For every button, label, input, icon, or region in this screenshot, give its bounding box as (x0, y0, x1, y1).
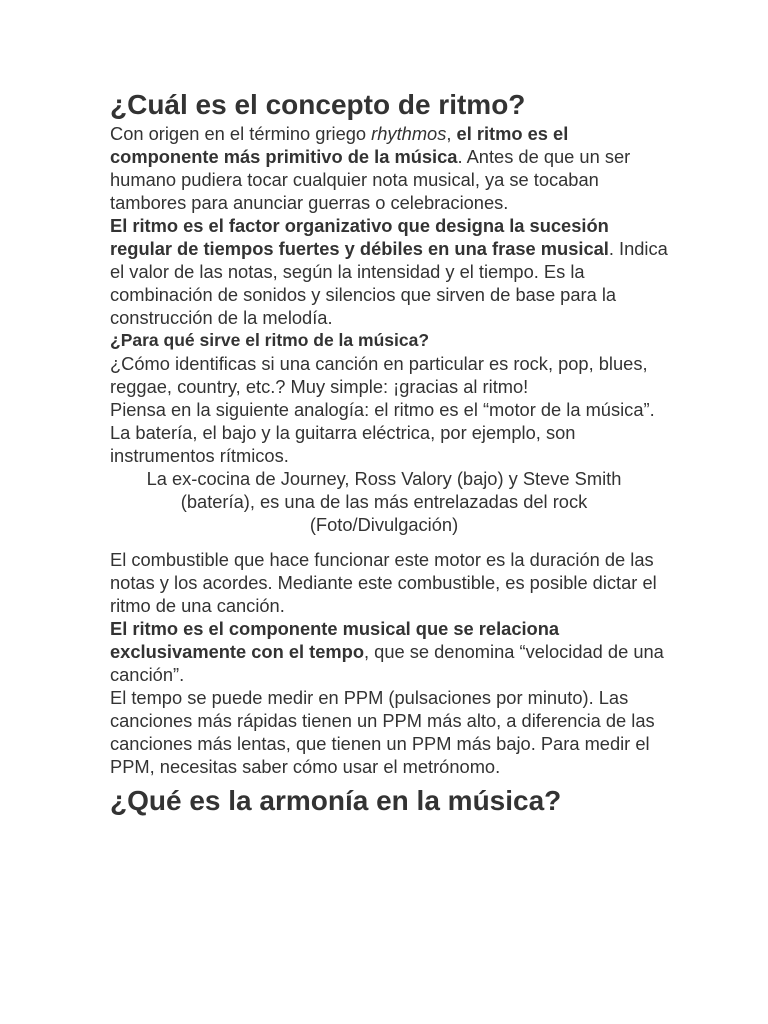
paragraph-factor (110, 214, 670, 329)
bold-phrase: El ritmo es el componente musical que se relaciona exclusivamente con el tempo (110, 618, 560, 662)
paragraph-combustible: El combustible que hace funcionar este motor es la duración de las notas y los acordes. Mediante este combustible, es posible dictar el ritmo de una canción. (110, 549, 657, 616)
paragraph-identificas: ¿Cómo identificas si una canción en particular es rock, pop, blues, reggae, country, etc.? Muy simple: ¡gracias al ritmo! (110, 353, 648, 397)
heading-ritmo: ¿Cuál es el concepto de ritmo? (110, 89, 526, 120)
text-span: , que se denomina “velocidad de una canción”. (110, 641, 664, 685)
document-content (110, 88, 670, 818)
bold-phrase: El ritmo es el factor organizativo que designa la sucesión regular de tiempos fuertes y débiles en una frase musical (110, 215, 609, 259)
text-span: Con origen en el término griego (110, 123, 372, 144)
paragraph-tempo (110, 617, 670, 686)
italic-term: rhythmos (371, 123, 447, 144)
subheading-para-que: ¿Para qué sirve el ritmo de la música? (110, 330, 430, 350)
bold-phrase: el ritmo es el componente más primitivo de la música (110, 123, 569, 167)
paragraph-origen (110, 122, 670, 214)
text-span: . Indica el valor de las notas, según la intensidad y el tiempo. Es la combinación de sonidos y silencios que sirven de base para la construcción de la melodía. (110, 238, 668, 328)
photo-caption: La ex-cocina de Journey, Ross Valory (bajo) y Steve Smith (batería), es una de las más entrelazadas del rock (Foto/Divulgación) (146, 468, 622, 535)
text-span: . Antes de que un ser humano pudiera tocar cualquier nota musical, ya se tocaban tambores para anunciar guerras o celebraciones. (110, 146, 631, 213)
paragraph-analogia: Piensa en la siguiente analogía: el ritmo es el “motor de la música”. La batería, el bajo y la guitarra eléctrica, por ejemplo, son instrumentos rítmicos. (110, 399, 655, 466)
text-span: , (446, 123, 457, 144)
paragraph-ppm: El tempo se puede medir en PPM (pulsaciones por minuto). Las canciones más rápidas tienen un PPM más alto, a diferencia de las canciones más lentas, que tienen un PPM más bajo. Para medir el PPM, necesitas saber cómo usar el metrónomo. (110, 687, 655, 777)
heading-armonia: ¿Qué es la armonía en la música? (110, 785, 562, 816)
